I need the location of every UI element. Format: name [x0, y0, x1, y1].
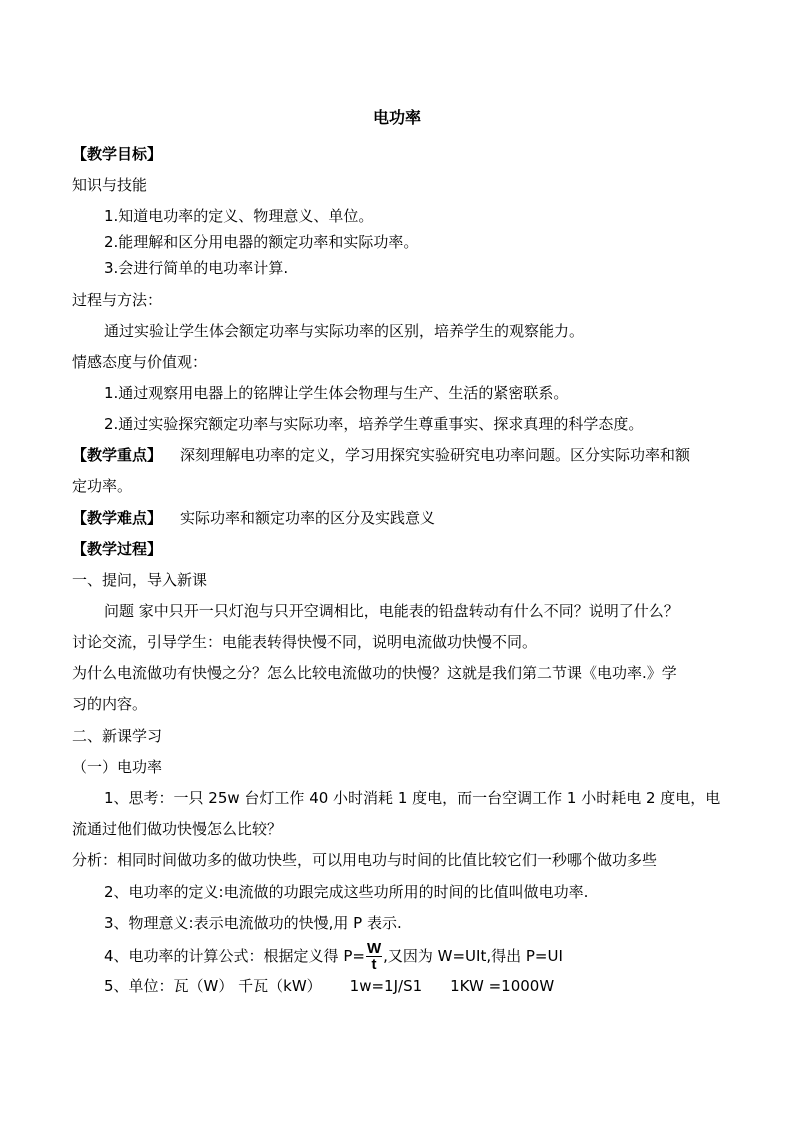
- knowledge-item-2: 2.能理解和区分用电器的额定功率和实际功率。: [104, 233, 419, 251]
- units-conversion-2: 1KW =1000W: [450, 977, 555, 995]
- difficulty-text: 实际功率和额定功率的区分及实践意义: [180, 509, 436, 527]
- why-text-2: 习的内容。: [72, 695, 148, 713]
- fraction-denominator: t: [371, 956, 377, 973]
- question-text: 问题 家中只开一只灯泡与只开空调相比，电能表的铅盘转动有什么不同？说明了什么？: [104, 602, 679, 620]
- emotion-heading: 情感态度与价值观：: [72, 353, 208, 371]
- key-point-line: [72, 445, 732, 465]
- discussion-text: 讨论交流，引导学生：电能表转得快慢不同，说明电流做功快慢不同。: [72, 633, 538, 651]
- key-point-text: 深刻理解电功率的定义，学习用探究实验研究电功率问题。区分实际功率和额: [180, 446, 691, 464]
- analysis-text: 分析：相同时间做功多的做功快些，可以用电功与时间的比值比较它们一秒哪个做功多些: [72, 851, 658, 869]
- key-point-text-cont: 定功率。: [72, 477, 133, 495]
- power-fraction: [366, 941, 382, 972]
- knowledge-heading: 知识与技能: [72, 176, 148, 194]
- page-title: 电功率: [372, 108, 421, 127]
- difficulty-line: [72, 508, 732, 528]
- emotion-item-1: 1.通过观察用电器上的铭牌让学生体会物理与生产、生活的紧密联系。: [104, 384, 569, 402]
- units-conversion-1: 1w=1J/S1: [349, 977, 423, 995]
- subsection-heading-1: （一）电功率: [72, 758, 163, 776]
- process-item: 通过实验让学生体会额定功率与实际功率的区别，培养学生的观察能力。: [104, 322, 585, 340]
- units-names: 5、单位：瓦（W） 千瓦（kW）: [104, 977, 322, 995]
- section-heading-2: 二、新课学习: [72, 727, 163, 745]
- units-line: [104, 976, 764, 996]
- think-text-1: 1、思考：一只 25w 台灯工作 40 小时消耗 1 度电，而一台空调工作 1 小时耗电 2 度电，电: [104, 789, 721, 807]
- section-heading-1: 一、提问，导入新课: [72, 571, 208, 589]
- key-point-label: 【教学重点】: [72, 446, 163, 464]
- why-text-1: 为什么电流做功有快慢之分？怎么比较电流做功的快慢？这就是我们第二节课《电功率.》学: [72, 664, 677, 682]
- formula-suffix: ,又因为 W=UIt,得出 P=UI: [383, 947, 563, 965]
- emotion-item-2: 2.通过实验探究额定功率与实际功率，培养学生尊重事实、探求真理的科学态度。: [104, 415, 644, 433]
- process-heading: 过程与方法：: [72, 291, 163, 309]
- meaning-text: 3、物理意义:表示电流做功的快慢,用 P 表示.: [104, 914, 402, 932]
- knowledge-item-1: 1.知道电功率的定义、物理意义、单位。: [104, 207, 374, 225]
- formula-prefix: 4、电功率的计算公式：根据定义得 P=: [104, 947, 365, 965]
- objectives-heading: 【教学目标】: [72, 145, 163, 163]
- fraction-numerator: W: [366, 940, 382, 957]
- think-text-2: 流通过他们做功快慢怎么比较？: [72, 820, 283, 838]
- knowledge-item-3: 3.会进行简单的电功率计算.: [104, 259, 289, 277]
- formula-line: [104, 938, 764, 974]
- definition-text: 2、电功率的定义:电流做的功跟完成这些功所用的时间的比值叫做电功率.: [104, 883, 589, 901]
- difficulty-label: 【教学难点】: [72, 509, 163, 527]
- process-label: 【教学过程】: [72, 540, 163, 558]
